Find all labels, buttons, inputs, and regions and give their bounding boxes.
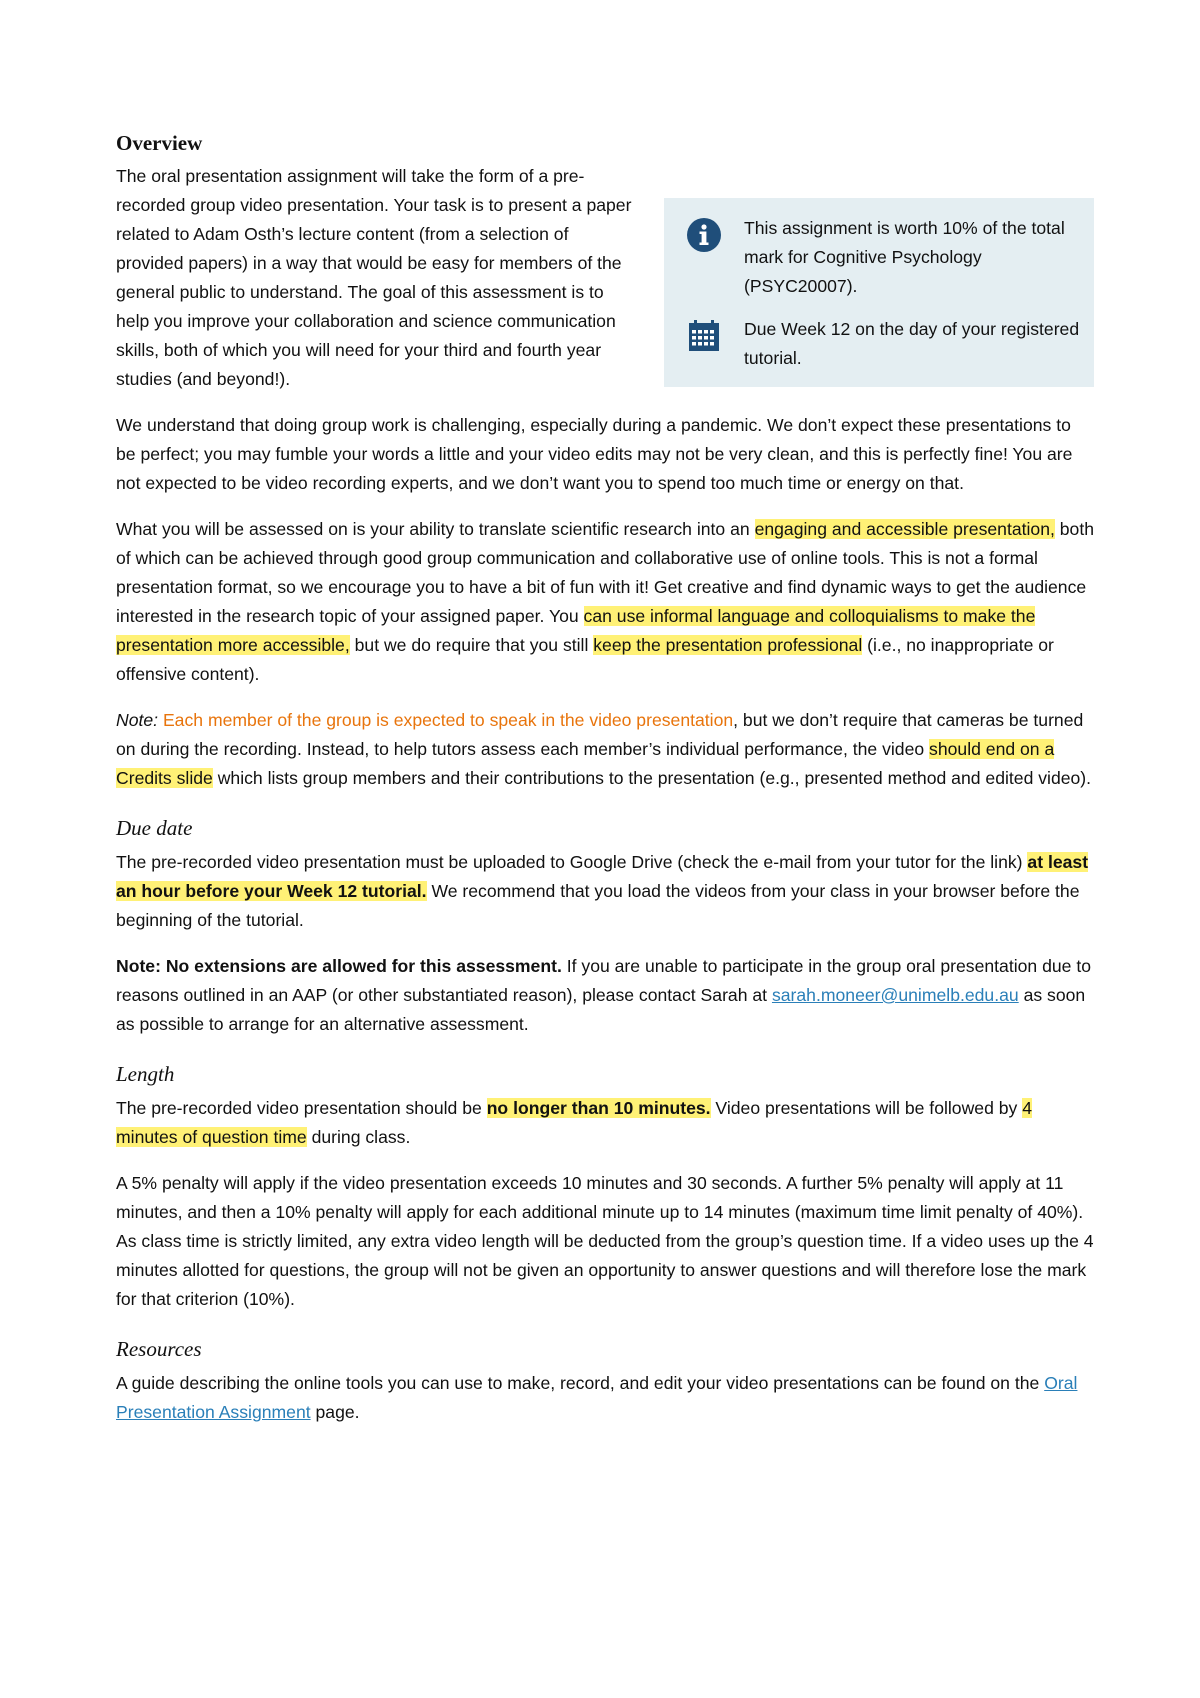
info-box (664, 198, 1094, 387)
due-text: Due Week 12 on the day of your registered tutorial. (744, 319, 1080, 368)
length-heading: Length (116, 1062, 175, 1086)
email-link[interactable]: sarah.moneer@unimelb.edu.au (771, 985, 1019, 1005)
resources-heading: Resources (116, 1337, 202, 1361)
worth-text: This assignment is worth 10% of the total mark for Cognitive Psychology (PSYC20007). (744, 218, 1065, 296)
info-row-worth (664, 214, 1094, 301)
highlight-10-minutes: no longer than 10 minutes. (486, 1098, 711, 1118)
due-date-heading: Due date (116, 816, 193, 840)
due-date-section (116, 813, 1094, 1039)
oral-presentation-link[interactable]: Oral Presentation Assignment (116, 1373, 1078, 1422)
document-page (116, 128, 1094, 1427)
highlight-question-time: 4 minutes of question time (116, 1098, 1033, 1147)
info-circle-icon (686, 217, 722, 253)
overview-top-row (116, 162, 1094, 394)
extensions-paragraph: Note: No extensions are allowed for this assessment. If you are unable to participate in the group oral presentation due to reasons outlined in an AAP (or other substantiated reason), please contact Sarah at sarah.moneer@unimelb.edu.au as soon as possible to arrange for an alternative assessment. (116, 956, 1091, 1034)
calendar-icon (686, 318, 722, 354)
info-row-due (664, 315, 1094, 373)
upload-paragraph: The pre-recorded video presentation must be uploaded to Google Drive (check the e-mail from your tutor for the link) at least an hour before your Week 12 tutorial. We recommend that you load the videos from your class in your browser before the beginning of the tutorial. (116, 852, 1089, 930)
highlight-engaging: engaging and accessible presentation, (754, 519, 1055, 539)
note-label: Note: (116, 710, 159, 730)
no-extensions-note: Note: No extensions are allowed for this assessment. (116, 956, 562, 976)
penalty-paragraph: A 5% penalty will apply if the video presentation exceeds 10 minutes and 30 seconds. A further 5% penalty will apply at 11 minutes, and then a 10% penalty will apply for each additional minute up to 14 minutes (maximum time limit penalty of 40%). As class time is strictly limited, any extra video length will be deducted from the group’s question time. If a video uses up the 4 minutes allotted for questions, the group will not be given an opportunity to answer questions and will therefore lose the mark for that criterion (10%). (116, 1173, 1094, 1309)
note-paragraph: Note: Each member of the group is expected to speak in the video presentation, but we don’t require that cameras be turned on during the recording. Instead, to help tutors assess each member’s individual performance, the video should end on a Credits slide which lists group members and their contributions to the presentation (e.g., presented method and edited video). (116, 710, 1092, 788)
resources-paragraph: A guide describing the online tools you can use to make, record, and edit your video presentations can be found on the Oral Presentation Assignment page. (116, 1373, 1078, 1422)
assessment-paragraph: What you will be assessed on is your ability to translate scientific research into an engaging and accessible presentation, both of which can be achieved through good group communication and collaborative use of online tools. This is not a formal presentation format, so we encourage you to have a bit of fun with it! Get creative and find dynamic ways to get the audience interested in the research topic of your assigned paper. You can use informal language and colloquialisms to make the presentation more accessible, but we do require that you still keep the presentation professional (i.e., no inappropriate or offensive content). (116, 519, 1095, 684)
overview-heading: Overview (116, 131, 203, 155)
length-paragraph: The pre-recorded video presentation should be no longer than 10 minutes. Video presentations will be followed by 4 minutes of question time during class. (116, 1098, 1033, 1147)
highlight-professional: keep the presentation professional (593, 635, 863, 655)
highlight-upload-deadline: at least an hour before your Week 12 tutorial. (116, 852, 1089, 901)
highlight-informal-language: can use informal language and colloquialisms to make the presentation more accessible, (116, 606, 1036, 655)
highlight-credits-slide: should end on a Credits slide (116, 739, 1055, 788)
resources-section (116, 1334, 1094, 1427)
group-work-paragraph: We understand that doing group work is challenging, especially during a pandemic. We don’t expect these presentations to be perfect; you may fumble your words a little and your video edits may not be very clean, and this is perfectly fine! You are not expected to be video recording experts, and we don’t want you to spend too much time or energy on that. (116, 415, 1073, 493)
length-section (116, 1059, 1094, 1314)
speak-requirement: Each member of the group is expected to speak in the video presentation (158, 710, 734, 730)
overview-intro-paragraph: The oral presentation assignment will take the form of a pre-recorded group video presentation. Your task is to present a paper related to Adam Osth’s lecture content (from a selection of provided papers) in a way that would be easy for members of the general public to understand. The goal of this assessment is to help you improve your collaboration and science communication skills, both of which you will need for your third and fourth year studies (and beyond!). (116, 166, 632, 389)
